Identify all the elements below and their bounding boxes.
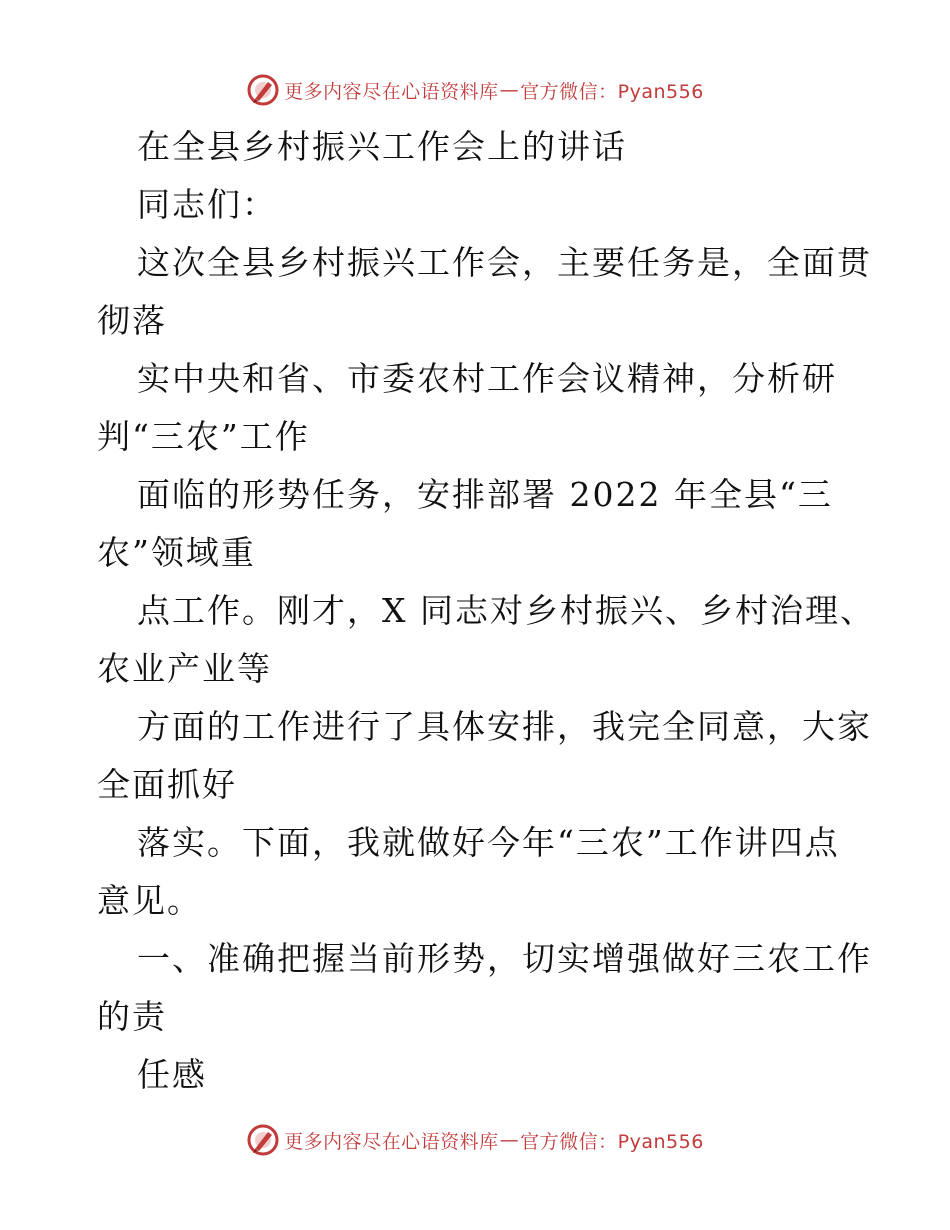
- body-text-line: 彻落: [97, 301, 167, 340]
- body-text-line: 农”领域重: [97, 533, 256, 572]
- header-watermark: [0, 70, 950, 110]
- body-text-line: 一、准确把握当前形势，切实增强做好三农工作: [137, 939, 872, 978]
- body-text-line: 全面抓好: [97, 765, 237, 804]
- body-text-line: 这次全县乡村振兴工作会，主要任务是，全面贯: [137, 243, 872, 282]
- body-text-line: 方面的工作进行了具体安排，我完全同意，大家: [137, 707, 872, 746]
- body-text-line: 农业产业等: [97, 649, 272, 688]
- watermark-separator: —: [499, 79, 520, 101]
- body-text-line: 的责: [97, 997, 167, 1036]
- watermark-separator: —: [499, 1129, 520, 1151]
- footer-watermark: [0, 1120, 950, 1160]
- watermark-contact: 官方微信：Pyan556: [520, 1130, 704, 1153]
- body-text-line: 实中央和省、市委农村工作会议精神，分析研: [137, 359, 837, 398]
- quill-logo-icon: [246, 1123, 280, 1157]
- body-text-line: 意见。: [97, 881, 202, 920]
- body-text-line: 任感: [137, 1055, 207, 1094]
- quill-logo-icon: [246, 73, 280, 107]
- body-text-line: 点工作。刚才，X 同志对乡村振兴、乡村治理、: [137, 591, 875, 630]
- body-text-line: 面临的形势任务，安排部署 2022 年全县“三: [137, 475, 833, 514]
- document-body: [97, 118, 875, 1104]
- body-text-line: 落实。下面，我就做好今年“三农”工作讲四点: [137, 823, 840, 862]
- watermark-contact: 官方微信：Pyan556: [520, 80, 704, 103]
- watermark-text: 更多内容尽在心语资料库: [284, 80, 499, 103]
- document-title: 在全县乡村振兴工作会上的讲话: [137, 127, 627, 166]
- watermark-text: 更多内容尽在心语资料库: [284, 1130, 499, 1153]
- body-text-line: 同志们：: [137, 185, 277, 224]
- body-text-line: 判“三农”工作: [97, 417, 310, 456]
